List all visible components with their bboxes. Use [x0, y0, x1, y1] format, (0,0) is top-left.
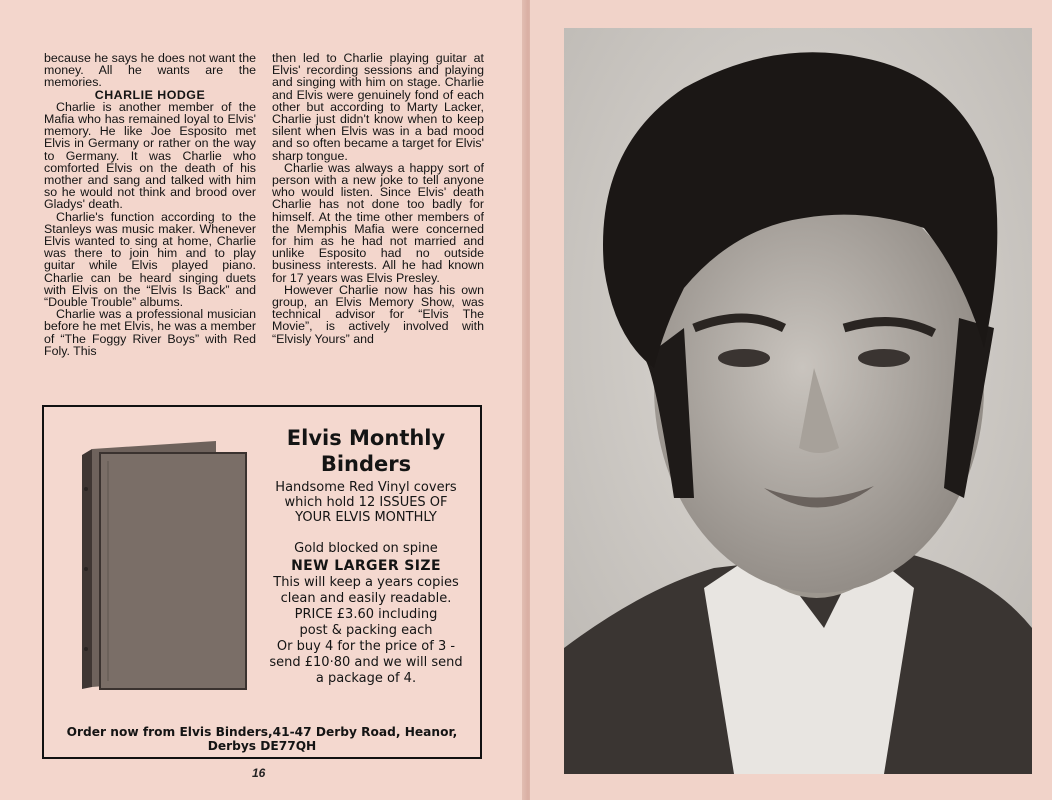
ad-offer-line: send £10·80 and we will send: [269, 655, 463, 670]
article-paragraph: then led to Charlie playing guitar at Elvis' recording sessions and playing and singing with him on stage. Charlie and Elvis were genuinely fond of each other but according to Marty Lacker, Charlie just didn't know when to keep silent when Elvis was in a bad mood and so often became a target for Elvis' sharp tongue.: [272, 51, 484, 163]
article-paragraph: Charlie is another member of the Mafia who has remained loyal to Elvis' memory. He like Joe Esposito met Elvis in Germany or rather on the way to Germany. It was Charlie who comforted Elvis on the death of his mother and sang and talked with him so he would not think and brood over Gladys' death.: [44, 99, 256, 212]
ad-description-line: which hold 12 ISSUES OF: [284, 495, 448, 510]
article-paragraph: Charlie was always a happy sort of person with a new joke to tell anyone who would listen. Since Elvis' death Charlie has not done too badly for himself. At the time other members of the Memphis Mafia were concerned for him as he had not married and unlike Esposito had no outside business interests. All he had known for 17 years was Elvis Presley.: [272, 160, 484, 285]
ad-larger-size: NEW LARGER SIZE: [291, 558, 441, 574]
ad-order-address: Order now from Elvis Binders,41-47 Derby Road, Heanor, Derbys DE77QH: [66, 725, 458, 753]
ad-offer-line: Or buy 4 for the price of 3 -: [276, 639, 456, 654]
portrait-illustration: [564, 28, 1032, 774]
ad-gold-line: Gold blocked on spine: [294, 541, 438, 556]
section-heading: CHARLIE HODGE: [94, 87, 206, 102]
article-paragraph: because he says he does not want the money. All he wants are the memories.: [44, 51, 256, 90]
ad-description-line: Handsome Red Vinyl covers: [275, 480, 457, 495]
binder-image: [78, 439, 248, 691]
article-column-2: [272, 52, 484, 345]
ad-title-line-2: Binders: [320, 452, 412, 476]
ad-offer-line: a package of 4.: [315, 671, 417, 686]
ad-description-line: YOUR ELVIS MONTHLY: [295, 510, 437, 525]
ad-keep-line: This will keep a years copies: [273, 575, 459, 590]
ad-title-line-1: Elvis Monthly: [286, 426, 446, 450]
article-paragraph: However Charlie now has his own group, an Elvis Memory Show, was technical advisor for “Elvis The Movie”, is actively involved with “Elvisly Yours” and: [272, 282, 484, 346]
binder-advertisement: [42, 405, 482, 759]
ad-keep-line: clean and easily readable.: [280, 591, 452, 606]
portrait-photo: [564, 28, 1032, 774]
page-number: 16: [252, 766, 266, 780]
article-paragraph: Charlie's function according to the Stanleys was music maker. Whenever Elvis wanted to sing at home, Charlie was there to join him and to play guitar while Elvis played piano. Charlie can be heard singing duets with Elvis on the “Elvis Is Back” and “Double Trouble” albums.: [44, 209, 256, 310]
ad-price-line: PRICE £3.60 including: [294, 607, 438, 622]
article-column-1: [44, 52, 256, 357]
article-paragraph: Charlie was a professional musician before he met Elvis, he was a member of “The Foggy River Boys” with Red Foly. This: [44, 307, 256, 358]
ad-price-line: post & packing each: [299, 623, 433, 638]
ad-copy: [259, 425, 473, 687]
